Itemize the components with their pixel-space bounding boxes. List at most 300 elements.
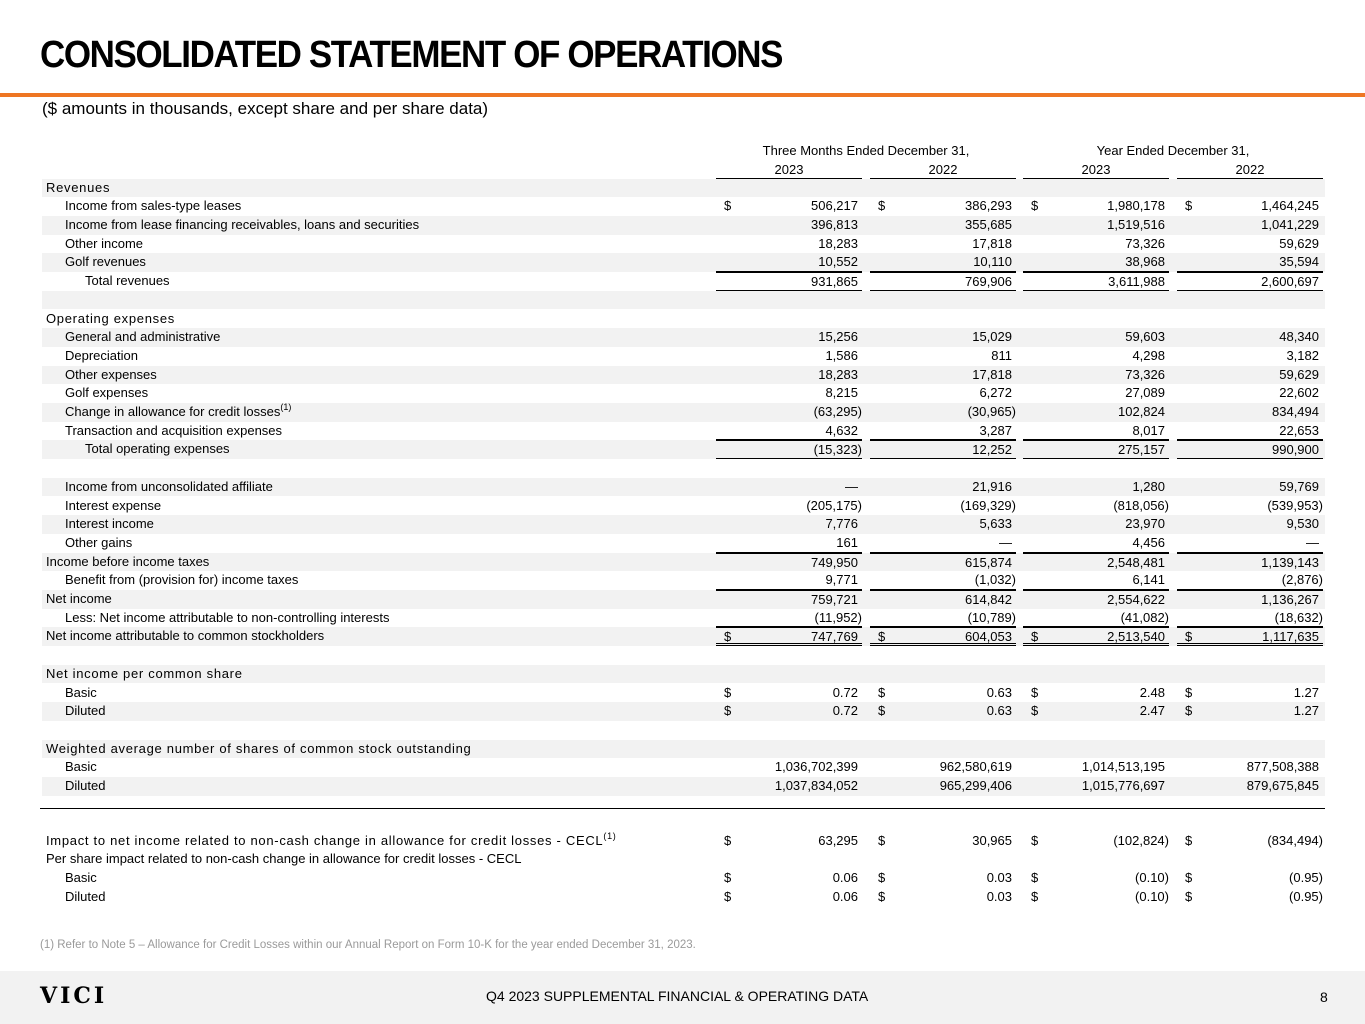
value-text: 73,326 <box>1125 235 1165 251</box>
row-label: Interest expense <box>65 497 162 513</box>
value-cell <box>870 235 1016 254</box>
value-text: — <box>845 478 858 494</box>
currency-symbol: $ <box>1185 832 1193 848</box>
value-text: 102,824 <box>1118 404 1165 419</box>
value-text: 0.03 <box>986 888 1012 904</box>
value-cell <box>1177 758 1323 777</box>
table-row <box>42 347 1325 366</box>
value-text: 506,217 <box>811 198 858 214</box>
value-cell <box>1023 571 1169 590</box>
table-row <box>42 384 1325 403</box>
value-text: 1,586 <box>825 347 858 363</box>
row-label: Per share impact related to non-cash change in allowance for credit losses - CECL <box>46 851 522 867</box>
value-text: (10,789) <box>967 609 1016 625</box>
value-text: 1,036,702,399 <box>774 759 858 775</box>
row-label: Diluted <box>65 888 106 904</box>
currency-symbol: $ <box>1185 869 1193 885</box>
value-text: 0.06 <box>832 869 858 885</box>
year-header: 2023 <box>716 162 862 179</box>
value-text: — <box>999 534 1012 550</box>
row-label: Total revenues <box>85 273 170 289</box>
value-cell <box>870 553 1016 572</box>
table-row <box>42 740 1325 759</box>
value-cell <box>716 571 862 590</box>
value-text: 962,580,619 <box>939 759 1012 775</box>
year-header: 2022 <box>1177 162 1323 179</box>
value-text: 0.06 <box>832 888 858 904</box>
value-text: (0.10) <box>1135 869 1169 885</box>
value-text: 396,813 <box>811 217 858 232</box>
value-cell <box>1177 366 1323 385</box>
value-text: 1.27 <box>1293 684 1319 700</box>
value-text: (30,965) <box>967 404 1016 419</box>
value-cell <box>716 366 862 385</box>
value-text: 769,906 <box>965 274 1012 290</box>
table-row <box>42 216 1325 235</box>
value-cell <box>1023 384 1169 403</box>
value-cell <box>1177 478 1323 497</box>
table-row <box>42 627 1325 646</box>
value-cell <box>1023 534 1169 553</box>
value-cell <box>1177 347 1323 366</box>
currency-symbol: $ <box>724 629 732 645</box>
value-text: 59,629 <box>1279 235 1319 251</box>
row-label: Change in allowance for credit losses$^{(1)}$ <box>65 402 292 419</box>
footnote: (1) Refer to Note 5 – Allowance for Credit Losses within our Annual Report on Form 10-K for the year ended December 31, 2023. <box>40 939 696 951</box>
value-cell <box>870 497 1016 516</box>
table-row <box>42 440 1325 459</box>
currency-symbol: $ <box>724 703 732 719</box>
value-cell <box>870 422 1016 441</box>
currency-symbol: $ <box>724 832 732 848</box>
value-cell <box>870 609 1016 628</box>
table-row <box>42 534 1325 553</box>
value-text: 4,456 <box>1132 534 1165 550</box>
value-cell <box>716 253 862 272</box>
value-text: 604,053 <box>965 629 1012 645</box>
currency-symbol: $ <box>878 869 886 885</box>
row-label: Less: Net income attributable to non-controlling interests <box>65 609 390 625</box>
value-cell <box>1177 627 1323 646</box>
value-cell <box>1177 609 1323 628</box>
row-label: Golf expenses <box>65 385 149 401</box>
value-cell <box>1177 403 1323 422</box>
value-text: 22,602 <box>1279 385 1319 401</box>
value-text: 1,139,143 <box>1261 554 1319 570</box>
value-text: 27,089 <box>1125 385 1165 401</box>
value-cell <box>716 869 862 888</box>
value-cell <box>716 272 862 291</box>
value-cell <box>716 440 862 459</box>
value-text: 17,818 <box>972 366 1012 382</box>
row-label: Basic <box>65 684 97 700</box>
value-text: (0.10) <box>1135 888 1169 904</box>
value-cell <box>1023 702 1169 721</box>
value-cell <box>716 684 862 703</box>
value-cell <box>1023 888 1169 907</box>
value-text: 2,513,540 <box>1107 629 1165 645</box>
value-text: (41,082) <box>1120 609 1169 625</box>
value-cell <box>870 684 1016 703</box>
row-label: Net income attributable to common stockholders <box>46 628 325 644</box>
value-text: 749,950 <box>811 554 858 570</box>
value-text: 59,603 <box>1125 329 1165 345</box>
value-text: 965,299,406 <box>939 778 1012 793</box>
value-cell <box>870 515 1016 534</box>
value-text: 22,653 <box>1279 422 1319 438</box>
value-text: 73,326 <box>1125 366 1165 382</box>
value-cell <box>1023 758 1169 777</box>
row-label: Impact to net income related to non-cash change in allowance for credit losses - CECL$^{(1)}$ <box>46 830 617 848</box>
currency-symbol: $ <box>878 198 886 214</box>
value-text: 35,594 <box>1279 254 1319 270</box>
page-title: CONSOLIDATED STATEMENT OF OPERATIONS <box>40 34 783 76</box>
row-label: Depreciation <box>65 347 138 363</box>
spacer-row <box>42 459 1325 478</box>
value-text: 1,980,178 <box>1107 198 1165 214</box>
value-text: 3,287 <box>979 422 1012 438</box>
table-row <box>42 758 1325 777</box>
value-cell <box>1177 702 1323 721</box>
value-text: (11,952) <box>814 609 862 625</box>
value-text: 355,685 <box>965 217 1012 232</box>
value-cell <box>1177 384 1323 403</box>
currency-symbol: $ <box>1031 888 1039 904</box>
table-row <box>42 272 1325 291</box>
value-text: 23,970 <box>1125 516 1165 532</box>
value-cell <box>716 702 862 721</box>
spacer-row <box>42 721 1325 740</box>
row-label: Diluted <box>65 703 106 719</box>
currency-symbol: $ <box>1185 629 1193 645</box>
footnote-ref: (1) <box>603 830 617 841</box>
table-row <box>42 310 1325 329</box>
currency-symbol: $ <box>724 888 732 904</box>
page-number: 8 <box>1320 989 1328 1005</box>
value-cell <box>1023 328 1169 347</box>
currency-symbol: $ <box>1031 832 1039 848</box>
value-text: 1.27 <box>1293 703 1319 719</box>
currency-symbol: $ <box>724 684 732 700</box>
value-text: 759,721 <box>811 592 858 607</box>
table-row <box>42 684 1325 703</box>
value-text: 1,037,834,052 <box>774 778 858 793</box>
value-text: (63,295) <box>813 404 862 419</box>
value-text: 63,295 <box>818 832 858 848</box>
value-text: (539,953) <box>1267 497 1323 513</box>
row-label: Other expenses <box>65 366 157 382</box>
value-cell <box>716 553 862 572</box>
value-cell <box>870 253 1016 272</box>
value-text: 4,298 <box>1132 347 1165 363</box>
value-cell <box>870 216 1016 235</box>
currency-symbol: $ <box>1185 888 1193 904</box>
footer-text: Q4 2023 SUPPLEMENTAL FINANCIAL & OPERATING DATA <box>486 988 869 1004</box>
row-label: Net income <box>46 591 112 606</box>
value-text: 3,182 <box>1286 347 1319 363</box>
value-text: 18,283 <box>818 235 858 251</box>
row-label: Basic <box>65 759 97 775</box>
table-row <box>42 328 1325 347</box>
value-cell <box>1023 366 1169 385</box>
table-row <box>42 179 1325 198</box>
value-text: 0.63 <box>986 703 1012 719</box>
value-text: (18,632) <box>1274 609 1323 625</box>
value-cell <box>716 235 862 254</box>
value-cell <box>1023 497 1169 516</box>
currency-symbol: $ <box>1031 684 1039 700</box>
value-text: 614,842 <box>965 592 1012 607</box>
value-cell <box>716 534 862 553</box>
table-row <box>42 515 1325 534</box>
value-cell <box>1023 272 1169 291</box>
value-text: 21,916 <box>972 478 1012 494</box>
value-text: 990,900 <box>1272 442 1319 458</box>
value-cell <box>1177 328 1323 347</box>
value-text: 2,600,697 <box>1261 274 1319 290</box>
value-cell <box>716 384 862 403</box>
table-row <box>42 832 1325 851</box>
value-cell <box>870 832 1016 851</box>
value-cell <box>1023 253 1169 272</box>
section-divider <box>40 808 1325 809</box>
table-row <box>42 403 1325 422</box>
value-text: (818,056) <box>1113 497 1169 513</box>
row-label: Interest income <box>65 516 154 532</box>
table-row <box>42 197 1325 216</box>
value-text: 275,157 <box>1118 442 1165 458</box>
value-text: 2.48 <box>1139 684 1165 700</box>
value-text: (205,175) <box>806 497 862 513</box>
value-cell <box>870 590 1016 609</box>
row-label: Operating expenses <box>46 310 175 326</box>
value-cell <box>1023 590 1169 609</box>
value-cell <box>716 758 862 777</box>
table-row <box>42 478 1325 497</box>
value-text: 161 <box>836 534 858 550</box>
value-text: 2,548,481 <box>1107 554 1165 570</box>
value-cell <box>1023 440 1169 459</box>
row-label: Income from lease financing receivables, loans and securities <box>65 217 420 232</box>
value-cell <box>1023 403 1169 422</box>
value-text: 1,519,516 <box>1107 217 1165 232</box>
accent-rule <box>0 93 1365 97</box>
value-cell <box>1177 272 1323 291</box>
value-text: 10,552 <box>818 254 858 270</box>
value-cell <box>1177 253 1323 272</box>
value-text: (15,323) <box>813 442 862 458</box>
value-text: 6,141 <box>1132 572 1165 588</box>
value-text: 59,629 <box>1279 366 1319 382</box>
value-text: (169,329) <box>960 497 1016 513</box>
value-text: (0.95) <box>1289 888 1323 904</box>
value-cell <box>716 515 862 534</box>
value-text: 48,340 <box>1279 329 1319 345</box>
value-cell <box>1023 422 1169 441</box>
vici-logo: VICI <box>40 983 108 1009</box>
value-cell <box>870 534 1016 553</box>
row-label: Benefit from (provision for) income taxes <box>65 572 299 588</box>
subtitle: ($ amounts in thousands, except share and per share data) <box>42 99 489 118</box>
value-cell <box>716 478 862 497</box>
value-cell <box>870 347 1016 366</box>
value-text: (1,032) <box>974 572 1016 588</box>
table-row <box>42 571 1325 590</box>
value-cell <box>716 328 862 347</box>
value-cell <box>716 422 862 441</box>
value-cell <box>1023 515 1169 534</box>
value-cell <box>1023 553 1169 572</box>
value-cell <box>716 888 862 907</box>
row-label: Diluted <box>65 778 106 793</box>
row-label: Revenues <box>46 179 111 195</box>
value-cell <box>870 627 1016 646</box>
value-text: 1,136,267 <box>1261 592 1319 607</box>
value-cell <box>716 832 862 851</box>
row-label: Weighted average number of shares of common stock outstanding <box>46 740 472 756</box>
table-row <box>42 777 1325 796</box>
value-cell <box>1177 777 1323 796</box>
spacer-row <box>42 646 1325 665</box>
value-text: 811 <box>991 347 1012 363</box>
currency-symbol: $ <box>878 684 886 700</box>
value-cell <box>716 590 862 609</box>
value-text: 0.03 <box>986 869 1012 885</box>
value-cell <box>716 347 862 366</box>
value-cell <box>716 627 862 646</box>
value-cell <box>1177 869 1323 888</box>
value-cell <box>870 366 1016 385</box>
value-cell <box>870 478 1016 497</box>
value-text: 386,293 <box>965 198 1012 214</box>
currency-symbol: $ <box>1031 198 1039 214</box>
value-text: 59,769 <box>1279 478 1319 494</box>
value-cell <box>870 869 1016 888</box>
value-text: 1,041,229 <box>1261 217 1319 232</box>
value-cell <box>870 272 1016 291</box>
table-row <box>42 850 1325 869</box>
value-cell <box>1177 590 1323 609</box>
row-label: Income before income taxes <box>46 553 210 569</box>
value-cell <box>716 497 862 516</box>
table-row <box>42 366 1325 385</box>
row-label: Income from unconsolidated affiliate <box>65 478 273 494</box>
row-label: Income from sales-type leases <box>65 198 242 214</box>
value-cell <box>1177 422 1323 441</box>
value-cell <box>870 758 1016 777</box>
value-text: 2,554,622 <box>1107 592 1165 607</box>
value-cell <box>1177 515 1323 534</box>
value-cell <box>870 384 1016 403</box>
value-cell <box>1177 684 1323 703</box>
value-text: 1,117,635 <box>1262 629 1319 645</box>
currency-symbol: $ <box>878 629 886 645</box>
value-cell <box>716 777 862 796</box>
value-cell <box>1023 684 1169 703</box>
value-cell <box>716 197 862 216</box>
row-label: Net income per common share <box>46 665 243 681</box>
table-row <box>42 609 1325 628</box>
value-cell <box>1177 235 1323 254</box>
value-cell <box>1177 216 1323 235</box>
value-text: 2.47 <box>1139 703 1165 719</box>
value-text: 38,968 <box>1125 254 1165 270</box>
value-cell <box>716 216 862 235</box>
currency-symbol: $ <box>1031 629 1039 645</box>
value-text: 0.63 <box>986 684 1012 700</box>
value-cell <box>1023 609 1169 628</box>
currency-symbol: $ <box>1031 703 1039 719</box>
value-text: 1,464,245 <box>1261 198 1319 214</box>
value-text: 9,530 <box>1286 516 1319 532</box>
table-row <box>42 665 1325 684</box>
value-cell <box>1023 777 1169 796</box>
table-row <box>42 235 1325 254</box>
period-header-year: Year Ended December 31, <box>1096 143 1250 158</box>
table-row <box>42 590 1325 609</box>
table-row <box>42 702 1325 721</box>
value-text: 9,771 <box>825 572 858 588</box>
value-text: 615,874 <box>965 554 1012 570</box>
value-cell <box>1177 553 1323 572</box>
value-text: 17,818 <box>972 235 1012 251</box>
table-row <box>42 888 1325 907</box>
currency-symbol: $ <box>724 869 732 885</box>
value-cell <box>716 609 862 628</box>
value-cell <box>870 777 1016 796</box>
value-text: 30,965 <box>972 832 1012 848</box>
value-text: 15,029 <box>972 329 1012 345</box>
value-text: (2,876) <box>1281 572 1323 588</box>
value-cell <box>716 403 862 422</box>
value-cell <box>1023 627 1169 646</box>
row-label: General and administrative <box>65 329 221 345</box>
value-text: 0.72 <box>832 703 858 719</box>
currency-symbol: $ <box>878 703 886 719</box>
value-text: 1,280 <box>1132 478 1165 494</box>
value-cell <box>1177 440 1323 459</box>
row-label: Other gains <box>65 534 133 550</box>
row-label: Basic <box>65 869 97 885</box>
value-cell <box>1177 888 1323 907</box>
row-label: Total operating expenses <box>85 441 230 457</box>
table-row <box>42 497 1325 516</box>
value-cell <box>870 197 1016 216</box>
value-text: 12,252 <box>972 442 1012 458</box>
value-text: 10,110 <box>973 254 1012 270</box>
value-cell <box>870 403 1016 422</box>
value-text: — <box>1306 534 1319 550</box>
currency-symbol: $ <box>878 888 886 904</box>
value-cell <box>1023 869 1169 888</box>
value-cell <box>870 328 1016 347</box>
table-row <box>42 553 1325 572</box>
value-cell <box>1023 216 1169 235</box>
value-cell <box>870 440 1016 459</box>
value-cell <box>1023 197 1169 216</box>
value-cell <box>1177 571 1323 590</box>
year-header: 2023 <box>1023 162 1169 179</box>
value-text: 6,272 <box>979 385 1012 401</box>
currency-symbol: $ <box>1031 869 1039 885</box>
year-header: 2022 <box>870 162 1016 179</box>
value-cell <box>870 702 1016 721</box>
value-text: 4,632 <box>825 422 858 438</box>
value-text: 879,675,845 <box>1246 778 1319 793</box>
value-cell <box>1023 478 1169 497</box>
value-text: (102,824) <box>1113 832 1169 848</box>
value-text: 0.72 <box>832 684 858 700</box>
